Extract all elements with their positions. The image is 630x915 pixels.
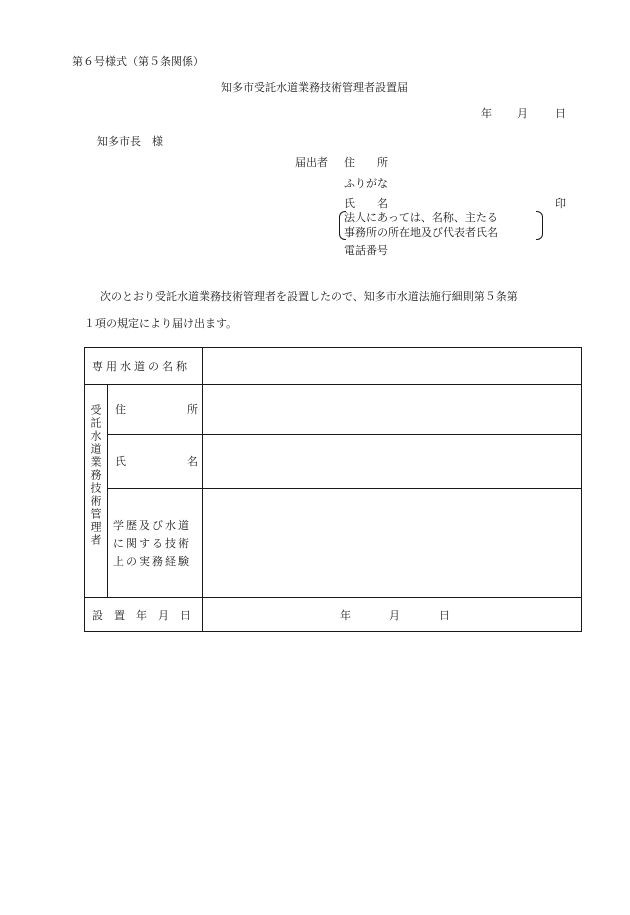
date-day: 日 — [555, 107, 566, 120]
address-label-left: 住 — [115, 403, 126, 416]
corporate-note-line-1: 法人にあっては、名称、主たる — [344, 211, 498, 224]
applicant-name-label: 氏 名 — [344, 197, 388, 210]
manager-address-field[interactable] — [204, 386, 578, 432]
installation-date-label: 設 置 年 月 日 — [92, 609, 191, 622]
corporate-note-line-2: 事務所の所在地及び代表者氏名 — [344, 226, 498, 239]
applicant-address-label: 住 所 — [344, 156, 388, 169]
seal-mark: 印 — [555, 197, 566, 210]
installation-day: 日 — [439, 609, 450, 622]
row-divider — [85, 597, 581, 598]
manager-name-field[interactable] — [204, 436, 578, 486]
name-label-left: 氏 — [115, 455, 126, 468]
water-supply-name-field[interactable] — [204, 350, 578, 382]
date-year: 年 — [481, 107, 492, 120]
date-month: 月 — [517, 107, 528, 120]
installation-year: 年 — [340, 609, 351, 622]
bracket-right — [536, 211, 543, 240]
form-number: 第６号様式（第５条関係） — [72, 55, 204, 68]
registration-table — [84, 347, 582, 632]
body-text-line-1: 次のとおり受託水道業務技術管理者を設置したので、知多市水道法施行細則第５条第 — [100, 290, 518, 303]
applicant-furigana-label: ふりがな — [344, 177, 388, 190]
applicant-phone-label: 電話番号 — [344, 244, 388, 257]
row-divider — [107, 434, 581, 435]
applicant-label: 届出者 — [295, 156, 328, 169]
water-supply-name-label: 専用水道の名称 — [92, 360, 190, 373]
column-divider — [202, 348, 203, 631]
addressee: 知多市長 様 — [97, 135, 163, 148]
name-label-right: 名 — [187, 455, 198, 468]
row-divider — [107, 488, 581, 489]
experience-label: 学歴及び水道 に関する技術 上の実務経験 — [113, 519, 191, 568]
column-divider — [107, 384, 108, 597]
page-title: 知多市受託水道業務技術管理者設置届 — [221, 81, 408, 94]
manager-group-label: 受託水道業務技術管理者 — [89, 404, 102, 547]
row-divider — [85, 384, 581, 385]
address-label-right: 所 — [187, 403, 198, 416]
manager-experience-field[interactable] — [204, 490, 578, 595]
body-text-line-2: １項の規定により届け出ます。 — [84, 317, 238, 330]
installation-month: 月 — [389, 609, 400, 622]
